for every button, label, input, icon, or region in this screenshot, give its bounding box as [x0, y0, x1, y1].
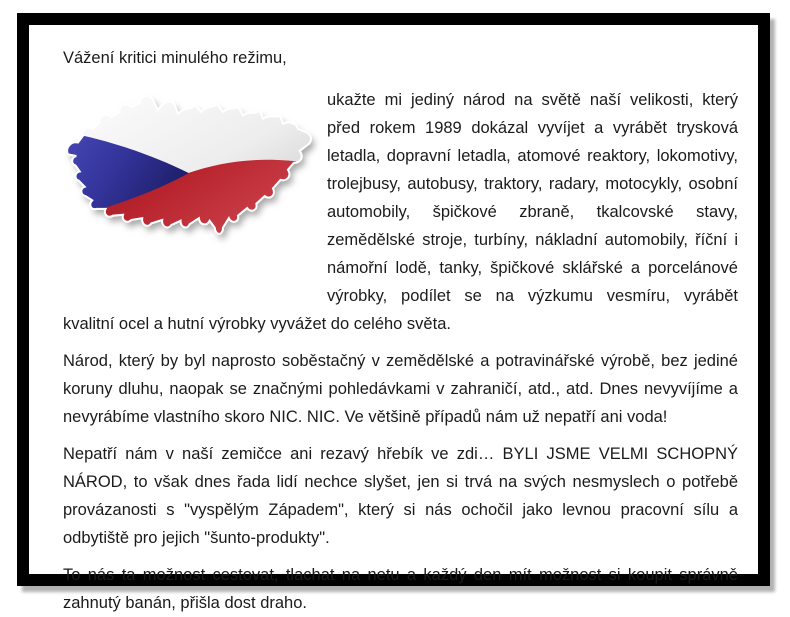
flag-stripes: [55, 96, 318, 259]
paragraph-conclusion: To nás ta možnost cestovat, tlachat na netu a každý den mít možnost si koupit správně zahnutý banán, přišla dost draho.: [63, 566, 738, 612]
letter-body: [29, 25, 758, 612]
paragraph-capable-nation: Nepatří nám v naší zemičce ani rezavý hřebík ve zdi… BYLI JSME VELMI SCHOPNÝ NÁROD, to však dnes řada lidí nechce slyšet, jen si trvá na svých nesmyslech o potřebě provázanosti s "vyspělým Západem", který si nás ochočil jako levnou pracovní sílu a odbytiště pro jejich "šunto-produkty".: [63, 445, 738, 547]
letter-frame: [17, 13, 770, 612]
czech-flag-map-image: [63, 88, 313, 258]
paragraph-self-sufficiency: Národ, který by byl naprosto soběstačný v zemědělské a potravinářské výrobě, bez jediné koruny dluhu, naopak se značnými pohledávkami v zahraničí, atd., atd. Dnes nevyvíjíme a nevyrábíme vlastního skoro NIC. NIC. Ve většině případů nám už nepatří ani voda!: [63, 352, 738, 426]
greeting-line: Vážení kritici minulého režimu,: [63, 49, 287, 67]
czech-flag-map-svg: [63, 88, 313, 254]
paragraph-achievements: ukažte mi jediný národ na světě naší velikosti, který před rokem 1989 dokázal vyvíjet a vyrábět trysková letadla, dopravní letadla, atomové reaktory, lokomotivy, trolejbusy, autobusy, traktory, radary, motocykly, osobní automobily, špičkové zbraně, tkalcovské stavy, zemědělské stroje, turbíny, nákladní automobily, říční i námořní lodě, tanky, špičkové sklářské a porcelánové výrobky, podílet se na výzkumu vesmíru, vyrábět kvalitní ocel a hutní výrobky vyvážet do celého světa.: [63, 91, 738, 333]
